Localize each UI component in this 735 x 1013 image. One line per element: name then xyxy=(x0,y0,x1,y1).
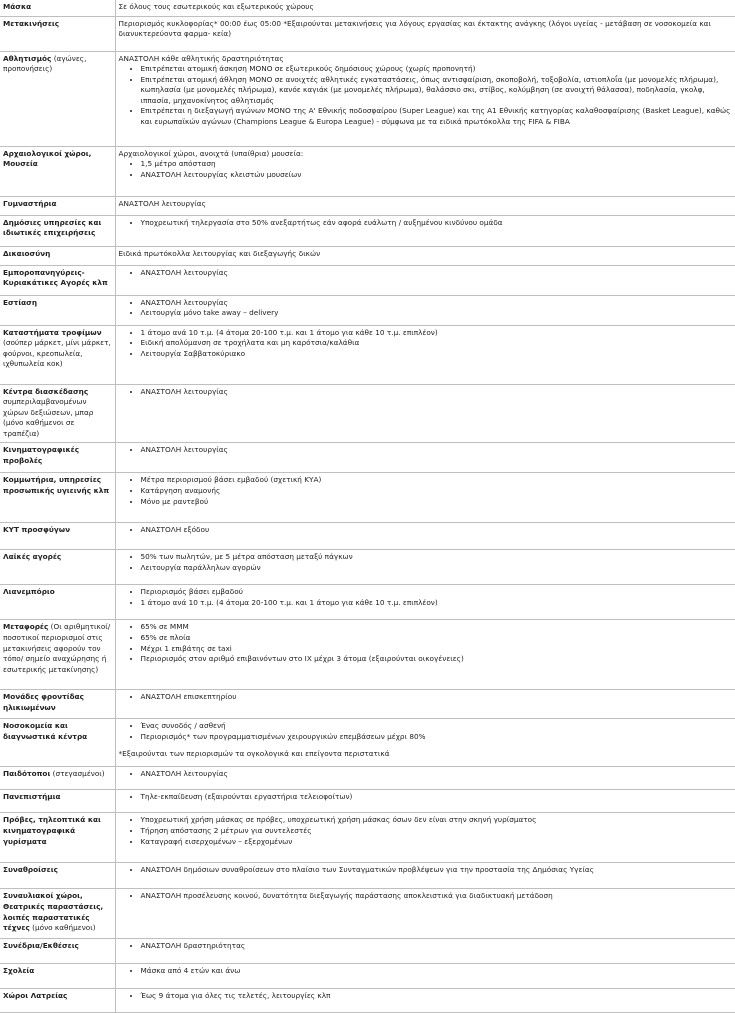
category-cell xyxy=(0,215,115,246)
table-row xyxy=(0,443,735,473)
list-item: • ΑΝΑΣΤΟΛΗ λειτουργίας xyxy=(141,268,733,279)
table-row xyxy=(0,989,735,1013)
list-item: • Καταγραφή εισερχομένων – εξερχομένων xyxy=(141,837,733,848)
list-item: • Περιορισμός στον αριθμό επιβαινόντων στο ΙΧ μέχρι 3 άτομα (εξαιρούνται οικογένειες) xyxy=(141,654,733,665)
list-item: • Υποχρεωτική χρήση μάσκας σε πρόβες, υποχρεωτική χρήση μάσκας όσων δεν είναι στην σκηνή γυρίσματος xyxy=(141,815,733,826)
category-cell xyxy=(0,246,115,265)
measure-text: Περιορισμός κυκλοφορίας* 00:00 έως 05:00 *Εξαιρούνται μετακινήσεις για λόγους εργασίας και έκτακτης ανάγκης (λόγοι υγείας - μετάβαση σε νοσοκομεία και διανυκτερεύοντα φαρμα- κεία) xyxy=(118,18,711,39)
category-title: Μάσκα xyxy=(3,2,32,11)
category-title: Συναθροίσεις xyxy=(3,865,58,875)
measure-cell xyxy=(115,550,735,585)
category-title: Εστίαση xyxy=(3,297,38,307)
measure-list xyxy=(119,692,733,703)
measure-list xyxy=(119,218,733,229)
category-title: Εμποροπανηγύρεις-Κυριακάτικες Αγορές κλπ xyxy=(3,267,108,288)
measure-list xyxy=(119,769,733,780)
category-cell xyxy=(0,523,115,550)
list-item: • Ειδική απολύμανση σε τροχήλατα και μη καρότσια/καλάθια xyxy=(141,338,733,349)
measure-cell xyxy=(115,939,735,964)
category-title: Αρχαιολογικοί χώροι, Μουσεία xyxy=(3,148,92,169)
category-title: Κέντρα διασκέδασης xyxy=(3,386,89,396)
category-cell xyxy=(0,939,115,964)
measure-list xyxy=(119,445,733,456)
category-cell xyxy=(0,690,115,719)
list-item: • Επιτρέπεται ατομική άσκηση ΜΟΝΟ σε εξωτερικούς δημόσιους χώρους (χωρίς προπονητή) xyxy=(141,64,733,75)
category-title: Πρόβες, τηλεοπτικά και κινηματογραφικά γυρίσματα xyxy=(3,815,101,846)
category-cell xyxy=(0,585,115,620)
category-cell xyxy=(0,550,115,585)
measure-cell xyxy=(115,964,735,989)
table-row xyxy=(0,146,735,196)
table-row xyxy=(0,690,735,719)
category-cell xyxy=(0,295,115,325)
table-row xyxy=(0,0,735,16)
list-item: • Περιορισμός βάσει εμβαδού xyxy=(141,587,733,598)
measure-cell xyxy=(115,690,735,719)
category-title: Πανεπιστήμια xyxy=(3,792,61,802)
list-item: • ΑΝΑΣΤΟΛΗ δραστηριότητας xyxy=(141,941,733,952)
table-row xyxy=(0,964,735,989)
category-cell xyxy=(0,51,115,146)
category-subtitle: συμπεριλαμβανομένων χώρων δεξιώσεων, μπαρ (μόνο καθήμενοι σε τραπέζια) xyxy=(3,397,94,438)
measure-list xyxy=(119,966,733,977)
category-cell xyxy=(0,620,115,690)
table-row xyxy=(0,620,735,690)
measure-cell xyxy=(115,0,735,16)
list-item: • Κατάργηση αναμονής xyxy=(141,486,733,497)
measure-cell xyxy=(115,813,735,863)
measure-list xyxy=(119,815,733,847)
category-cell xyxy=(0,0,115,16)
category-cell xyxy=(0,196,115,215)
measure-list xyxy=(119,387,733,398)
table-row xyxy=(0,215,735,246)
table-row xyxy=(0,196,735,215)
list-item: • ΑΝΑΣΤΟΛΗ εξόδου xyxy=(141,525,733,536)
list-item: • Λειτουργία παράλληλων αγορών xyxy=(141,563,733,574)
category-title: Νοσοκομεία και διαγνωστικά κέντρα xyxy=(3,721,88,742)
list-item: • Μόνο με ραντεβού xyxy=(141,497,733,508)
list-item: • Περιορισμός* των προγραμματισμένων χειρουργικών επεμβάσεων μέχρι 80% xyxy=(141,732,733,743)
category-cell xyxy=(0,16,115,51)
list-item: • 1 άτομο ανά 10 τ.μ. (4 άτομα 20-100 τ.μ. και 1 άτομο για κάθε 10 τ.μ. επιπλέον) xyxy=(141,598,733,609)
category-subtitle: (μόνο καθήμενοι) xyxy=(29,923,96,933)
measure-cell xyxy=(115,790,735,813)
table-row xyxy=(0,767,735,790)
category-subtitle: (σούπερ μάρκετ, μίνι μάρκετ, φούρνοι, κρεοπωλεία, ιχθυπωλεία κοκ) xyxy=(3,338,111,369)
measure-list xyxy=(119,64,733,127)
list-item: • Επιτρέπεται ατομική άθληση ΜΟΝΟ σε ανοιχτές αθλητικές εγκαταστάσεις, όπως αντισφαίριση, σκοποβολή, τοξοβολία, ιστιοπλοΐα (με μονομελές πλήρωμα), κωπηλασία (με μονομελές πλήρωμα), κανόε καγιάκ (με μονομελές πλήρωμα), θαλάσσιο σκι, στίβος, κολύμβηση (σε ανοιχτή θάλασσα), ποδηλασία, γκολφ, ιππασία, μηχανοκίνητος αθλητισμός xyxy=(141,75,733,107)
category-cell xyxy=(0,889,115,939)
list-item: • 65% σε πλοία xyxy=(141,633,733,644)
measure-cell xyxy=(115,585,735,620)
measure-cell xyxy=(115,265,735,295)
table-row xyxy=(0,719,735,767)
measure-cell xyxy=(115,384,735,443)
measure-cell xyxy=(115,989,735,1013)
category-title: Παιδότοποι xyxy=(3,769,51,779)
category-cell xyxy=(0,325,115,384)
list-item: • 50% των πωλητών, με 5 μέτρα απόσταση μεταξύ πάγκων xyxy=(141,552,733,563)
measure-text: Ειδικά πρωτόκολλα λειτουργίας και διεξαγωγής δικών xyxy=(118,248,321,258)
measure-list xyxy=(119,552,733,573)
table-row xyxy=(0,585,735,620)
category-cell xyxy=(0,863,115,889)
category-title: Δημόσιες υπηρεσίες και ιδιωτικές επιχειρήσεις xyxy=(3,217,102,238)
measure-list xyxy=(119,792,733,803)
table-row xyxy=(0,939,735,964)
category-cell xyxy=(0,719,115,767)
measure-list xyxy=(119,622,733,664)
list-item: • Ένας συνοδός / ασθενή xyxy=(141,721,733,732)
table-row xyxy=(0,523,735,550)
list-item: • ΑΝΑΣΤΟΛΗ λειτουργίας xyxy=(141,769,733,780)
category-title: Σχολεία xyxy=(3,966,35,976)
category-title: Μετακινήσεις xyxy=(3,18,60,28)
measure-list xyxy=(119,587,733,608)
measure-list xyxy=(119,865,733,876)
measure-cell xyxy=(115,863,735,889)
list-item: • 65% σε ΜΜΜ xyxy=(141,622,733,633)
category-cell xyxy=(0,964,115,989)
list-item: • ΑΝΑΣΤΟΛΗ επισκεπτηρίου xyxy=(141,692,733,703)
measure-list xyxy=(119,159,733,180)
category-cell xyxy=(0,146,115,196)
list-item: • Λειτουργία Σαββατοκύριακο xyxy=(141,349,733,360)
table-row xyxy=(0,889,735,939)
measure-list xyxy=(119,721,733,742)
category-title: Λαϊκές αγορές xyxy=(3,552,62,562)
table-row xyxy=(0,265,735,295)
measure-cell xyxy=(115,889,735,939)
measure-cell xyxy=(115,51,735,146)
measure-cell xyxy=(115,295,735,325)
list-item: • Μάσκα από 4 ετών και άνω xyxy=(141,966,733,977)
category-title: Κινηματογραφικές προβολές xyxy=(3,445,80,466)
list-item: • 1,5 μέτρο απόσταση xyxy=(141,159,733,170)
category-cell xyxy=(0,767,115,790)
category-title: Αθλητισμός xyxy=(3,53,52,63)
category-title: Χώροι Λατρείας xyxy=(3,991,68,1001)
measure-cell xyxy=(115,16,735,51)
category-title: Δικαιοσύνη xyxy=(3,248,51,258)
table-row xyxy=(0,473,735,523)
measure-cell xyxy=(115,473,735,523)
category-title: Γυμναστήρια xyxy=(3,198,57,208)
measure-text: Αρχαιολογικοί χώροι, ανοιχτά (υπαίθρια) μουσεία: xyxy=(118,148,304,158)
list-item: • Λειτουργία μόνο take away – delivery xyxy=(141,308,733,319)
category-subtitle: (αγώνες, προπονήσεις) xyxy=(3,53,87,74)
table-row xyxy=(0,790,735,813)
category-cell xyxy=(0,813,115,863)
measure-cell xyxy=(115,215,735,246)
measure-list xyxy=(119,991,733,1002)
category-cell xyxy=(0,443,115,473)
measure-cell xyxy=(115,767,735,790)
measure-cell xyxy=(115,325,735,384)
category-title: Καταστήματα τροφίμων xyxy=(3,327,102,337)
category-title: Κομμωτήρια, υπηρεσίες προσωπικής υγιεινής κλπ xyxy=(3,475,110,496)
list-item: • Επιτρέπεται η διεξαγωγή αγώνων ΜΟΝΟ της Α' Εθνικής ποδοσφαίρου (Super League) και της Α1 Εθνικής κατηγορίας καλαθοσφαίρισης (Basket League), καθώς και ευρωπαϊκών αγώνων (Champions League & Europa League) - σύμφωνα με τα ειδικά πρωτόκολλα της FIFA & FIBA xyxy=(141,106,733,127)
category-subtitle: (Οι αριθμητικοί/ ποσοτικοί περιορισμοί στις μετακινήσεις αφορούν τον τόπο/ σημείο αναχώρησης ή εσωτερικής μετακίνησης) xyxy=(3,622,111,674)
category-title: Μεταφορές xyxy=(3,622,49,632)
measure-cell xyxy=(115,146,735,196)
measure-list xyxy=(119,941,733,952)
table-row xyxy=(0,813,735,863)
measure-cell xyxy=(115,719,735,767)
table-row xyxy=(0,863,735,889)
list-item: • Μέτρα περιορισμού βάσει εμβαδού (σχετική ΚΥΑ) xyxy=(141,475,733,486)
table-row xyxy=(0,325,735,384)
list-item: • Έως 9 άτομα για όλες τις τελετές, λειτουργίες κλπ xyxy=(141,991,733,1002)
list-item: • ΑΝΑΣΤΟΛΗ δημόσιων συναθροίσεων στο πλαίσιο των Συνταγματικών προβλέψεων για την προστασία της Δημόσιας Υγείας xyxy=(141,865,733,876)
measure-cell xyxy=(115,443,735,473)
category-title: Συναυλιακοί χώροι, Θεατρικές παραστάσεις, λοιπές παραστατικές τέχνες xyxy=(3,891,104,933)
category-cell xyxy=(0,265,115,295)
list-item: • ΑΝΑΣΤΟΛΗ λειτουργίας xyxy=(141,387,733,398)
list-item: • Τηλε-εκπαίδευση (εξαιρούνται εργαστήρια τελειοφοίτων) xyxy=(141,792,733,803)
measure-cell xyxy=(115,246,735,265)
measure-list xyxy=(119,891,733,902)
list-item: • 1 άτομο ανά 10 τ.μ. (4 άτομα 20-100 τ.μ. και 1 άτομο για κάθε 10 τ.μ. επιπλέον) xyxy=(141,328,733,339)
category-title: Συνέδρια/Εκθέσεις xyxy=(3,941,79,951)
category-cell xyxy=(0,473,115,523)
measure-list xyxy=(119,268,733,279)
measure-cell xyxy=(115,620,735,690)
table-row xyxy=(0,384,735,443)
measure-list xyxy=(119,475,733,507)
measure-list xyxy=(119,525,733,536)
table-row xyxy=(0,295,735,325)
measure-list xyxy=(119,328,733,360)
list-item: • ΑΝΑΣΤΟΛΗ προσέλευσης κοινού, δυνατότητα διεξαγωγής παράστασης αποκλειστικά για διαδικτυακή μετάδοση xyxy=(141,891,733,902)
list-item: • Τήρηση απόστασης 2 μέτρων για συντελεστές xyxy=(141,826,733,837)
category-cell xyxy=(0,790,115,813)
category-cell xyxy=(0,384,115,443)
category-subtitle: (στεγασμένοι) xyxy=(50,769,105,779)
list-item: • Υποχρεωτική τηλεργασία στο 50% ανεξαρτήτως εάν αφορά ευάλωτη / αυξημένου κινδύνου ομάδα xyxy=(141,218,733,229)
list-item: • ΑΝΑΣΤΟΛΗ λειτουργίας xyxy=(141,298,733,309)
category-title: ΚΥΤ προσφύγων xyxy=(3,525,71,535)
measure-text: Σε όλους τους εσωτερικούς και εξωτερικούς χώρους xyxy=(118,2,314,11)
list-item: • ΑΝΑΣΤΟΛΗ λειτουργίας κλειστών μουσείων xyxy=(141,170,733,181)
table-row xyxy=(0,51,735,146)
category-title: Μονάδες φροντίδας ηλικιωμένων xyxy=(3,692,84,713)
measure-note: *Εξαιρούνται των περιορισμών τα ογκολογικά και επείγοντα περιστατικά xyxy=(118,748,390,758)
measure-cell xyxy=(115,196,735,215)
table-row xyxy=(0,246,735,265)
list-item: • Μέχρι 1 επιβάτης σε taxi xyxy=(141,644,733,655)
measure-list xyxy=(119,298,733,319)
table-row xyxy=(0,550,735,585)
category-cell xyxy=(0,989,115,1013)
measure-cell xyxy=(115,523,735,550)
category-title: Λιανεμπόριο xyxy=(3,587,55,597)
measure-text: ΑΝΑΣΤΟΛΗ λειτουργίας xyxy=(118,198,206,208)
measure-text: ΑΝΑΣΤΟΛΗ κάθε αθλητικής δραστηριότητας xyxy=(118,53,284,63)
list-item: • ΑΝΑΣΤΟΛΗ λειτουργίας xyxy=(141,445,733,456)
table-row xyxy=(0,16,735,51)
